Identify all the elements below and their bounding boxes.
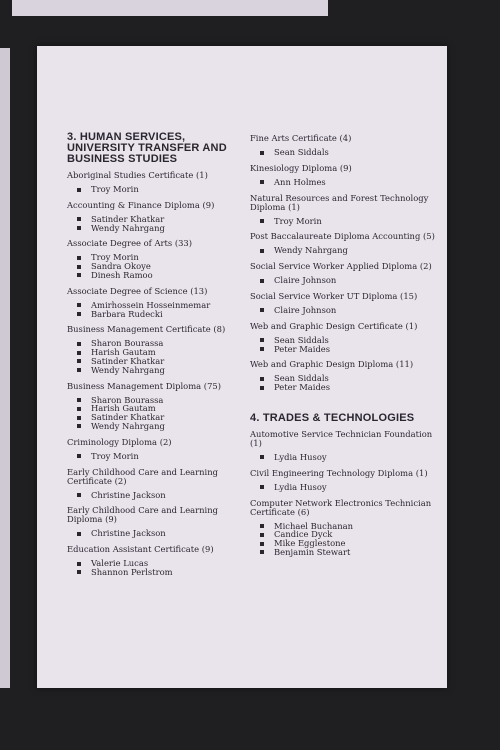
program-title: Post Baccalaureate Diploma Accounting (5) — [250, 231, 435, 242]
program-title: Associate Degree of Arts (33) — [67, 238, 193, 249]
recipient-name: Candice Dyck — [250, 530, 435, 539]
program-title: Early Childhood Care and Learning Certificate (2) — [67, 466, 218, 486]
recipient-name: Sean Siddals — [250, 336, 435, 345]
recipient-list — [67, 215, 237, 233]
program-title: Criminology Diploma (2) — [67, 436, 172, 447]
recipient-list — [250, 276, 435, 285]
program-title: Computer Network Electronics Technician Certificate (6) — [250, 497, 432, 517]
recipient-name: Sharon Bourassa — [67, 339, 237, 348]
background-paper-top — [12, 0, 328, 16]
recipient-name: Sandra Okoye — [67, 262, 237, 271]
recipient-name: Peter Maides — [250, 383, 435, 392]
program-title: Business Management Diploma (75) — [67, 380, 221, 391]
recipient-list — [67, 491, 237, 500]
program-title: Fine Arts Certificate (4) — [250, 133, 352, 143]
program-title: Natural Resources and Forest Technology Diploma (1) — [250, 192, 429, 212]
section-title-trades: 4. TRADES & TECHNOLOGIES — [250, 411, 415, 424]
recipient-name: Lydia Husoy — [250, 483, 435, 492]
background-paper-left — [0, 48, 10, 688]
program-title: Associate Degree of Science (13) — [67, 285, 208, 296]
recipient-name: Troy Morin — [250, 217, 435, 226]
section-title-human-services: 3. HUMAN SERVICES, UNIVERSITY TRANSFER AND BUSINESS STUDIES — [67, 131, 227, 165]
recipient-list — [250, 217, 435, 226]
program-title: Social Service Worker Applied Diploma (2) — [250, 261, 432, 272]
recipient-list — [250, 178, 435, 187]
recipient-list — [250, 483, 435, 492]
recipient-name: Wendy Nahrgang — [250, 246, 435, 255]
recipient-name: Satinder Khatkar — [67, 413, 237, 422]
recipient-name: Peter Maides — [250, 345, 435, 354]
recipient-list — [67, 339, 237, 374]
recipient-list — [250, 336, 435, 354]
recipient-list — [250, 148, 435, 157]
recipient-list — [250, 453, 435, 462]
recipient-name: Sharon Bourassa — [67, 396, 237, 405]
program-title: Web and Graphic Design Diploma (11) — [250, 359, 414, 370]
recipient-name: Claire Johnson — [250, 276, 435, 285]
recipient-name: Valerie Lucas — [67, 559, 237, 568]
recipient-name: Wendy Nahrgang — [67, 224, 237, 233]
recipient-name: Satinder Khatkar — [67, 215, 237, 224]
recipient-name: Dinesh Ramoo — [67, 271, 237, 280]
document-sheet — [37, 46, 447, 688]
recipient-list — [250, 522, 435, 557]
program-title: Education Assistant Certificate (9) — [67, 544, 214, 555]
program-title: Social Service Worker UT Diploma (15) — [250, 290, 418, 301]
right-program-list-top — [250, 134, 435, 392]
program-title: Web and Graphic Design Certificate (1) — [250, 320, 418, 331]
left-column — [67, 132, 237, 584]
recipient-name: Wendy Nahrgang — [67, 366, 237, 375]
program-title: Early Childhood Care and Learning Diploma (9) — [67, 505, 218, 525]
recipient-list — [67, 301, 237, 319]
recipient-name: Harish Gautam — [67, 348, 237, 357]
recipient-name: Barbara Rudecki — [67, 310, 237, 319]
recipient-list — [67, 452, 237, 461]
program-title: Automotive Service Technician Foundation (1) — [250, 428, 433, 448]
recipient-name: Christine Jackson — [67, 529, 237, 538]
recipient-list — [67, 559, 237, 577]
program-title: Kinesiology Diploma (9) — [250, 162, 352, 173]
recipient-list — [67, 396, 237, 431]
program-title: Business Management Certificate (8) — [67, 324, 226, 335]
recipient-list — [67, 185, 237, 194]
recipient-name: Troy Morin — [67, 452, 237, 461]
recipient-list — [67, 253, 237, 279]
recipient-name: Claire Johnson — [250, 306, 435, 315]
recipient-name: Ann Holmes — [250, 178, 435, 187]
left-program-list — [67, 171, 237, 577]
recipient-name: Troy Morin — [67, 185, 237, 194]
right-program-list-bottom — [250, 430, 435, 557]
section-spacer — [250, 399, 435, 413]
recipient-name: Christine Jackson — [67, 491, 237, 500]
recipient-name: Harish Gautam — [67, 404, 237, 413]
program-title: Aboriginal Studies Certificate (1) — [67, 170, 208, 180]
recipient-name: Wendy Nahrgang — [67, 422, 237, 431]
recipient-name: Lydia Husoy — [250, 453, 435, 462]
recipient-name: Satinder Khatkar — [67, 357, 237, 366]
recipient-name: Mike Egglestone — [250, 539, 435, 548]
recipient-name: Michael Buchanan — [250, 522, 435, 531]
recipient-list — [250, 306, 435, 315]
right-column — [250, 134, 435, 564]
program-title: Accounting & Finance Diploma (9) — [67, 199, 215, 210]
recipient-name: Troy Morin — [67, 253, 237, 262]
recipient-name: Sean Siddals — [250, 374, 435, 383]
recipient-name: Sean Siddals — [250, 148, 435, 157]
recipient-name: Benjamin Stewart — [250, 548, 435, 557]
recipient-list — [67, 529, 237, 538]
recipient-name: Shannon Perlstrom — [67, 568, 237, 577]
program-title: Civil Engineering Technology Diploma (1) — [250, 467, 428, 478]
recipient-name: Amirhossein Hosseinmemar — [67, 301, 237, 310]
recipient-list — [250, 374, 435, 392]
recipient-list — [250, 246, 435, 255]
